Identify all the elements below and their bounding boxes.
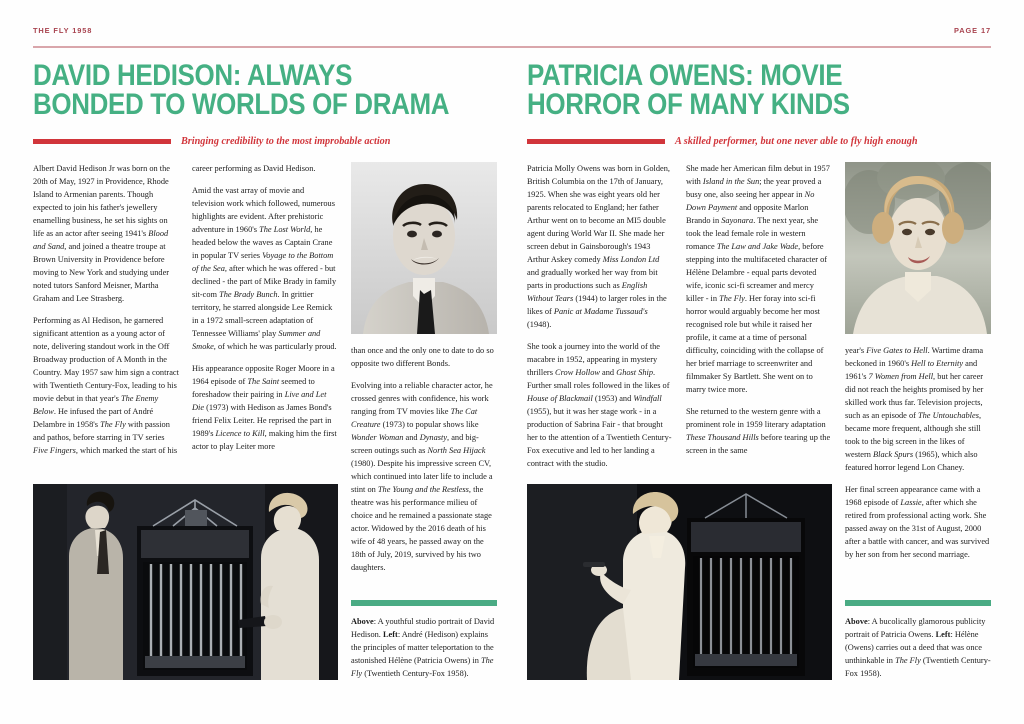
- column-3-left: [351, 162, 497, 574]
- portrait-david-hedison: [351, 162, 497, 334]
- article-patricia-owens: [527, 59, 991, 702]
- column-3-right: [845, 162, 991, 561]
- headline-line-2: HORROR OF MANY KINDS: [527, 87, 850, 121]
- subhead-rule: [527, 139, 665, 145]
- caption-block-right: [845, 600, 991, 680]
- film-still-right: [527, 484, 832, 680]
- running-head-title: THE FLY 1958: [33, 26, 93, 35]
- subhead-rule: [33, 139, 171, 145]
- page-title-left: [33, 59, 498, 121]
- body-col-1-right: Patricia Molly Owens was born in Golden, British Columbia on the 17th of January, 1925. When she was eight years old her parents relocated to England; her father Arthur went on to become an MI5 double agent during World War II. She made her screen debut in Gainsborough's 1943 Arthur Askey comedy Miss London Ltd and gradually worked her way from bit parts in productions such as English Without Tears (1944) to larger roles in the likes of Panic at Madame Tussaud's (1948). She took a journey into the world of the macabre in 1952, appearing in mystery thrillers Crow Hollow and Ghost Ship. Further small roles followed in the likes of House of Blackmail (1953) and Windfall (1955), but it was her stage work - in a production of Sabrina Fair - that brought her to the attention of a Twentieth Century-Fox executive and led to her landing a contract with the studio.: [527, 163, 672, 469]
- running-head-rule: [33, 46, 991, 48]
- caption-rule: [845, 600, 991, 606]
- body-col-2-right: She made her American film debut in 1957 with Island in the Sun; the year proved a busy one, also seeing her appear in No Down Payment and opposite Marlon Brando in Sayonara. The next year, she took the lead female role in western romance The Law and Jake Wade, before stepping into the multifaceted character of Hélène Delambre - equal parts devoted wife, iconic sci-fi screamer and mercy killer - in The Fly. Her foray into sci-fi horror would arguably become her most recognised role but while it raised her profile, it came at a time of personal difficulty, coinciding with the collapse of her brief marriage to screenwriter and filmmaker Sy Bartlett. She went on to marry twice more. She returned to the western genre with a prominent role in 1959 literary adaptation These Thousand Hills before tearing up the screen in the same: [686, 163, 831, 456]
- headline-line-2: BONDED TO WORLDS OF DRAMA: [33, 87, 450, 121]
- subhead-right: A skilled performer, but one never able to fly high enough: [675, 135, 918, 147]
- body-col-1-left: Albert David Hedison Jr was born on the 20th of May, 1927 in Providence, Rhode Island to Armenian parents. Though expected to join his father's jewellery enamelling business, he set his sights on life as an actor after seeing 1941's Blood and Sand, and joined a theatre troupe at Brown University in Providence before moving to New York and studying under noted tutors Sanford Meisner, Martha Graham and Lee Strasberg. Performing as Al Hedison, he garnered significant attention as a young actor of note, delivering standout work in the Off Broadway production of A Month in the Country. May 1957 saw him sign a contract with Twentieth Century-Fox, leading to his movie debut in that year's The Enemy Below. He infused the part of André Delambre in 1958's The Fly with passion and pathos, before starring in TV series Five Fingers, which marked the start of his: [33, 163, 179, 456]
- subhead-row-right: [527, 136, 991, 147]
- body-col-3-left: than once and the only one to date to do so opposite two different Bonds. Evolving into a reliable character actor, he crossed genres with confidence, his work ranging from TV movies like The Cat Creature (1973) to popular shows like Wonder Woman and Dynasty, and big-screen outings such as North Sea Hijack (1980). Despite his impressive screen CV, which continued into later life to include a stint on The Young and the Restless, the theatre was his performance milieu of choice and he remained a passionate stage actor. Widowed by the 2016 death of his wife of 48 years, he passed away on the 18th of July, 2019, survived by his two daughters.: [351, 345, 494, 573]
- page-number: PAGE 17: [954, 26, 991, 35]
- headline-line-1: DAVID HEDISON: ALWAYS: [33, 59, 353, 92]
- article-david-hedison: [33, 59, 497, 702]
- page-title-right: [527, 59, 992, 121]
- body-col-2-left: career performing as David Hedison. Amid the vast array of movie and television work which followed, numerous highlights are evident. After prehistoric adventure in 1960's The Lost World, he headed below the waves as Captain Crane in popular TV series Voyage to the Bottom of the Sea, after which he was offered - but declined - the part of Mike Brady in family sit-com The Brady Bunch. In grittier territory, he starred alongside Lee Remick in a 1972 small-screen adaptation of Tennessee Williams' play Summer and Smoke, of which he was particularly proud. His appearance opposite Roger Moore in a 1964 episode of The Saint seemed to foreshadow their pairing in Live and Let Die (1973) with Hedison as James Bond's friend Felix Leiter. He reprised the part in 1989's Licence to Kill, making him the first actor to play Leiter more: [192, 163, 337, 452]
- caption-rule: [351, 600, 497, 606]
- portrait-patricia-owens: [845, 162, 991, 334]
- spread-body: [33, 59, 991, 702]
- running-head: [33, 26, 991, 48]
- headline-line-1: PATRICIA OWENS: MOVIE: [527, 59, 843, 92]
- caption-left: Above: A youthful studio portrait of David Hedison. Left: André (Hedison) explains the principles of matter teleportation to the astonished Hélène (Patricia Owens) in The Fly (Twentieth Century-Fox 1958).: [351, 616, 495, 678]
- subhead-row-left: [33, 136, 497, 147]
- film-still-left: [33, 484, 338, 680]
- subhead-left: Bringing credibility to the most improbable action: [181, 135, 391, 147]
- caption-right: Above: A bucolically glamorous publicity portrait of Patricia Owens. Left: Hélène (Owens) carries out a deed that was once unthinkable in The Fly (Twentieth Century-Fox 1958).: [845, 616, 991, 678]
- caption-block-left: [351, 600, 497, 680]
- body-col-3-right: year's Five Gates to Hell. Wartime drama beckoned in 1960's Hell to Eternity and 1961's 7 Women from Hell, but her career did not reach the heights promised by her skilled work thus far. Television projects, such as an episode of The Untouchables, became more frequent, although she still took to the big screen in the likes of western Black Spurs (1965), which also featured horror legend Lon Chaney. Her final screen appearance came with a 1968 episode of Lassie, after which she retired from professional acting work. She passed away on the 31st of August, 2000 after a battle with cancer, and was survived by her son from her second marriage.: [845, 345, 990, 560]
